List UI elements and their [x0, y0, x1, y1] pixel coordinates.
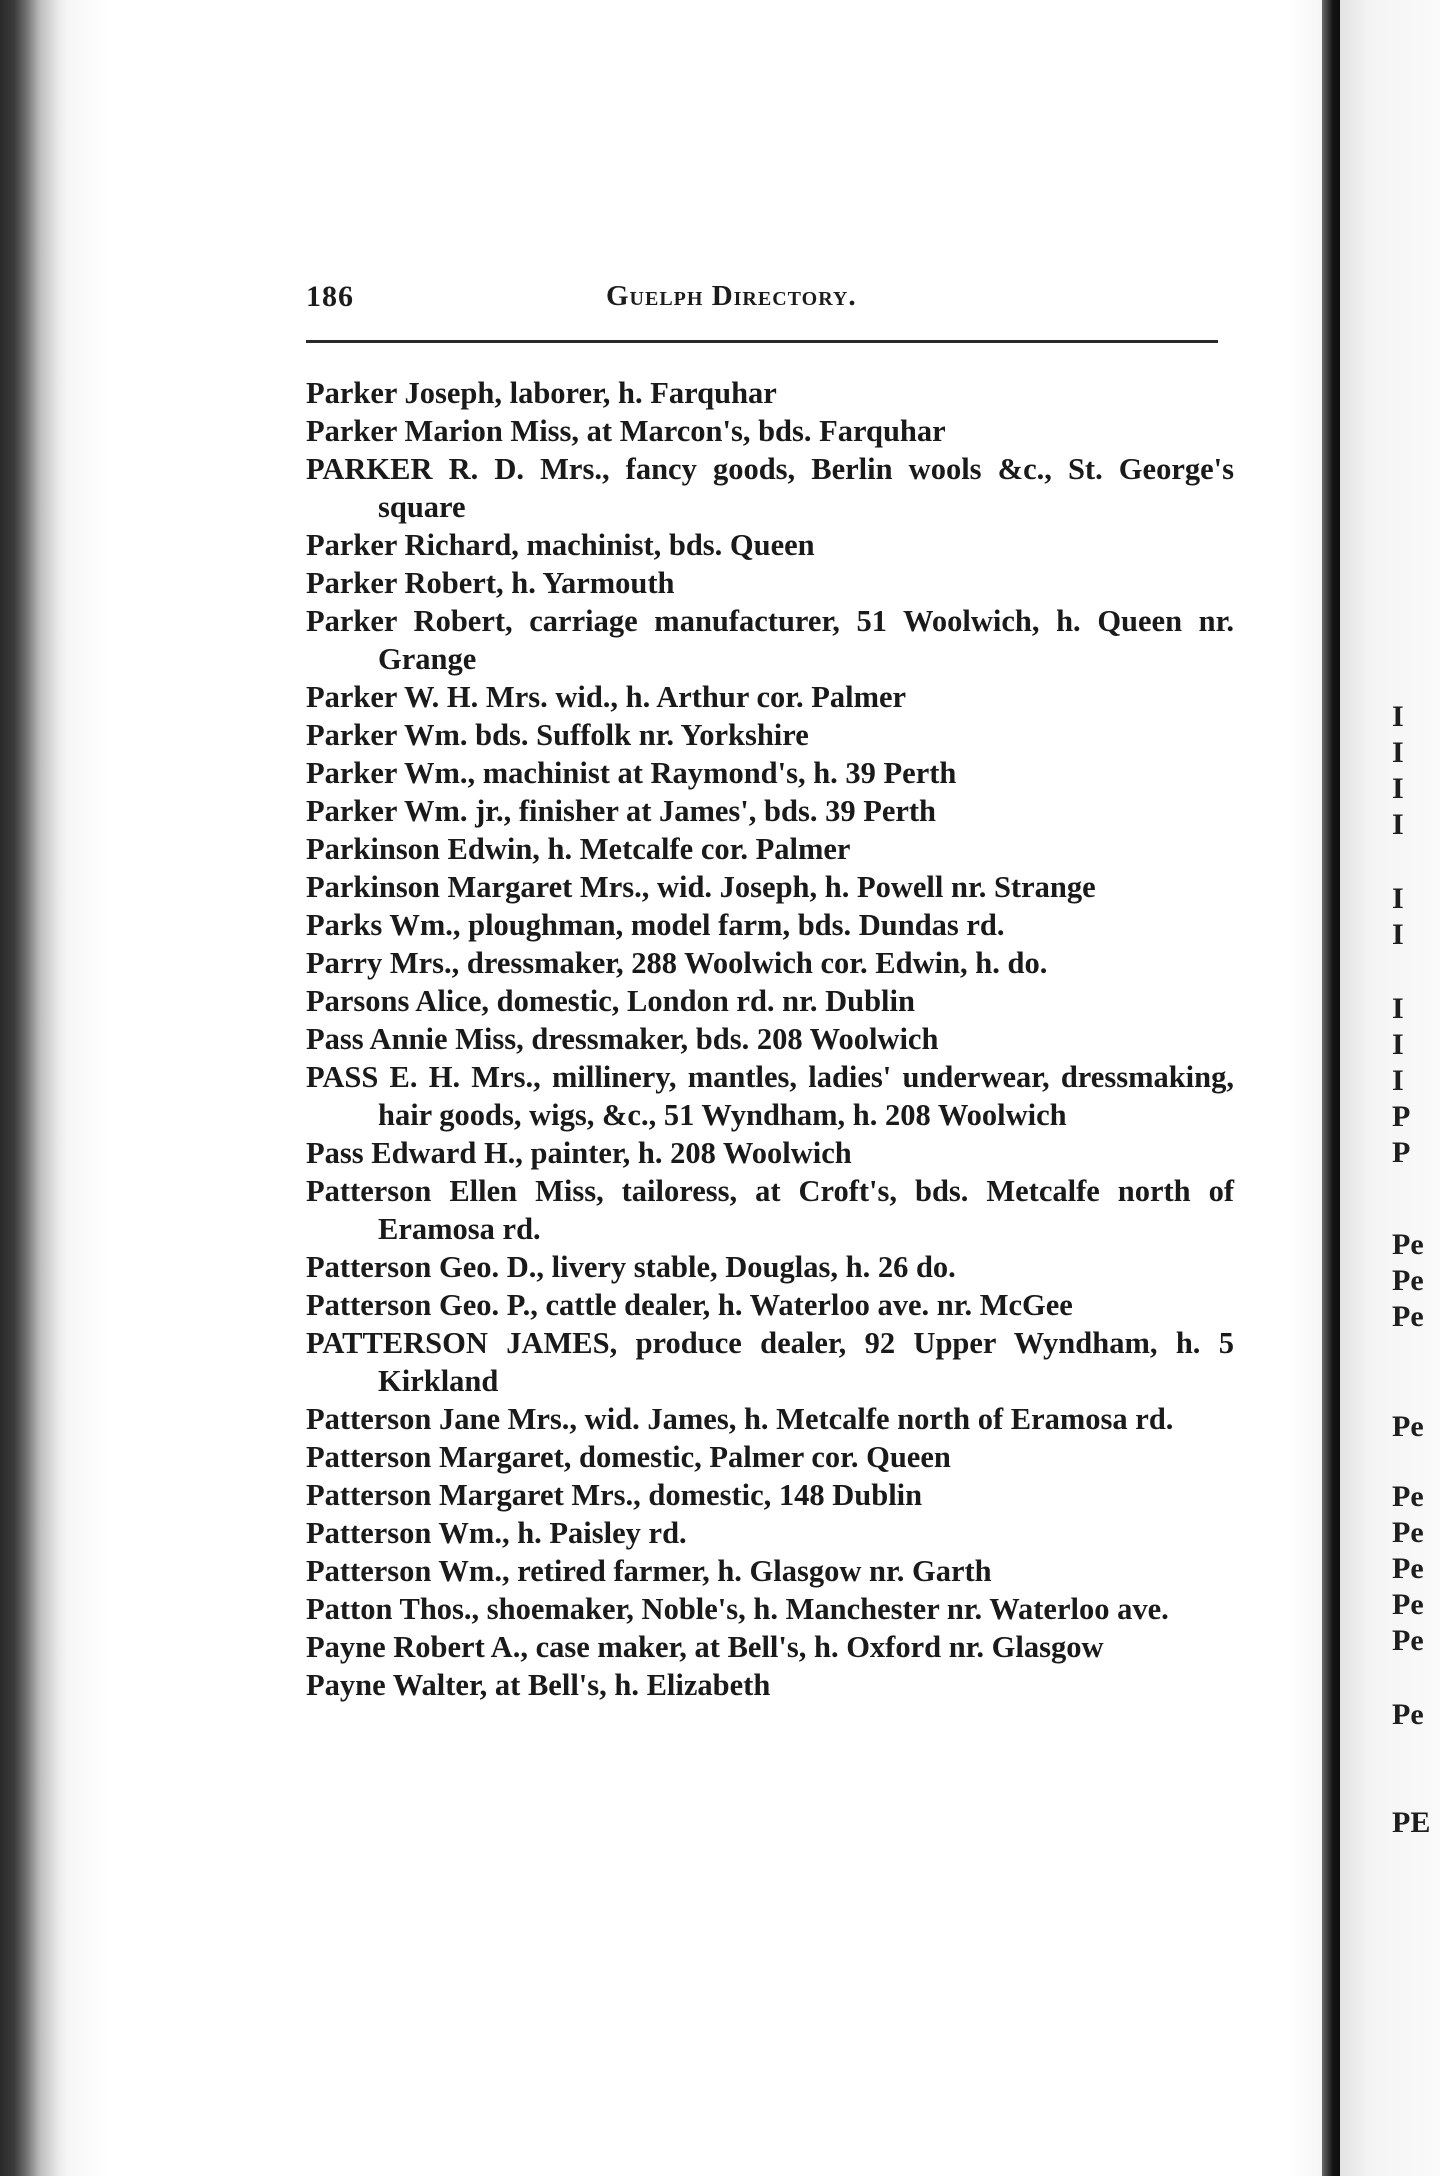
directory-entry: Parry Mrs., dressmaker, 288 Woolwich cor. Edwin, h. do.: [306, 946, 1048, 980]
directory-entry: Parker Wm., machinist at Raymond's, h. 39 Perth: [306, 756, 957, 790]
directory-entry: Parker Marion Miss, at Marcon's, bds. Farquhar: [306, 414, 946, 448]
facing-page-fragment: I: [1392, 1064, 1404, 1097]
header-rule: [306, 340, 1218, 343]
facing-page-fragment: Pe: [1392, 1588, 1424, 1621]
directory-entry: Patterson Wm., retired farmer, h. Glasgow nr. Garth: [306, 1554, 992, 1588]
directory-entry: Patterson Margaret, domestic, Palmer cor. Queen: [306, 1440, 951, 1474]
facing-page-fragment: Pe: [1392, 1552, 1424, 1585]
facing-page-fragment: I: [1392, 700, 1404, 733]
facing-page-fragment: Pe: [1392, 1624, 1424, 1657]
directory-entry: Parkinson Edwin, h. Metcalfe cor. Palmer: [306, 832, 851, 866]
directory-entry: Parker Robert, h. Yarmouth: [306, 566, 675, 600]
directory-entry: Patterson Geo. D., livery stable, Douglas, h. 26 do.: [306, 1250, 956, 1284]
directory-entry: Parkinson Margaret Mrs., wid. Joseph, h. Powell nr. Strange: [306, 870, 1096, 904]
facing-page-fragment: I: [1392, 808, 1404, 841]
directory-entry: Parker Wm. jr., finisher at James', bds. 39 Perth: [306, 794, 937, 828]
page-number: 186: [306, 280, 354, 313]
directory-entry: Parks Wm., ploughman, model farm, bds. Dundas rd.: [306, 908, 1005, 942]
directory-entries: [306, 374, 1234, 1704]
facing-page-fragment: P: [1392, 1100, 1411, 1133]
facing-page-fragment: P: [1392, 1136, 1411, 1169]
directory-entry: Pass Annie Miss, dressmaker, bds. 208 Woolwich: [306, 1022, 939, 1056]
facing-page-fragment: I: [1392, 772, 1404, 805]
directory-entry: Payne Robert A., case maker, at Bell's, h. Oxford nr. Glasgow: [306, 1630, 1104, 1664]
facing-page-fragment: Pe: [1392, 1698, 1424, 1731]
directory-entry: Patterson Margaret Mrs., domestic, 148 Dublin: [306, 1478, 923, 1512]
facing-page-fragment: I: [1392, 736, 1404, 769]
directory-entry: Parker Robert, carriage manufacturer, 51 Woolwich, h. Queen nr. Grange: [306, 604, 1234, 676]
book-gutter: [1322, 0, 1340, 2176]
directory-entry: Parker Joseph, laborer, h. Farquhar: [306, 376, 777, 410]
directory-entry: Payne Walter, at Bell's, h. Elizabeth: [306, 1668, 771, 1702]
book-binding-edge: [0, 0, 68, 2176]
directory-entry: PASS E. H. Mrs., millinery, mantles, ladies' underwear, dressmaking, hair goods, wigs, &c., 51 Wyndham, h. 208 Woolwich: [306, 1060, 1234, 1132]
facing-page-fragment: Pe: [1392, 1228, 1424, 1261]
directory-entry: PARKER R. D. Mrs., fancy goods, Berlin wools &c., St. George's square: [306, 452, 1234, 524]
facing-page-fragment: I: [1392, 992, 1404, 1025]
running-head: Guelph Directory.: [606, 280, 857, 312]
facing-page-fragment: I: [1392, 1028, 1404, 1061]
page-header: [306, 280, 1226, 320]
facing-page-fragment: I: [1392, 918, 1404, 951]
facing-page-fragment: PE: [1392, 1806, 1431, 1839]
directory-entry: Parker Wm. bds. Suffolk nr. Yorkshire: [306, 718, 809, 752]
facing-page-fragment: Pe: [1392, 1300, 1424, 1333]
facing-page-edge: [1340, 0, 1440, 2176]
facing-page-fragment: I: [1392, 882, 1404, 915]
directory-entry: Pass Edward H., painter, h. 208 Woolwich: [306, 1136, 852, 1170]
directory-entry: Parker Richard, machinist, bds. Queen: [306, 528, 815, 562]
facing-page-fragment: Pe: [1392, 1264, 1424, 1297]
directory-entry: Parker W. H. Mrs. wid., h. Arthur cor. Palmer: [306, 680, 907, 714]
directory-entry: PATTERSON JAMES, produce dealer, 92 Upper Wyndham, h. 5 Kirkland: [306, 1326, 1234, 1398]
facing-page-fragment: Pe: [1392, 1480, 1424, 1513]
directory-entry: Patterson Wm., h. Paisley rd.: [306, 1516, 687, 1550]
directory-entry: Patterson Jane Mrs., wid. James, h. Metcalfe north of Eramosa rd.: [306, 1402, 1174, 1436]
directory-entry: Patton Thos., shoemaker, Noble's, h. Manchester nr. Waterloo ave.: [306, 1592, 1169, 1626]
directory-entry: Patterson Geo. P., cattle dealer, h. Waterloo ave. nr. McGee: [306, 1288, 1073, 1322]
facing-page-fragment: Pe: [1392, 1516, 1424, 1549]
directory-entry: Patterson Ellen Miss, tailoress, at Croft's, bds. Metcalfe north of Eramosa rd.: [306, 1174, 1234, 1246]
directory-entry: Parsons Alice, domestic, London rd. nr. Dublin: [306, 984, 915, 1018]
facing-page-fragment: Pe: [1392, 1410, 1424, 1443]
